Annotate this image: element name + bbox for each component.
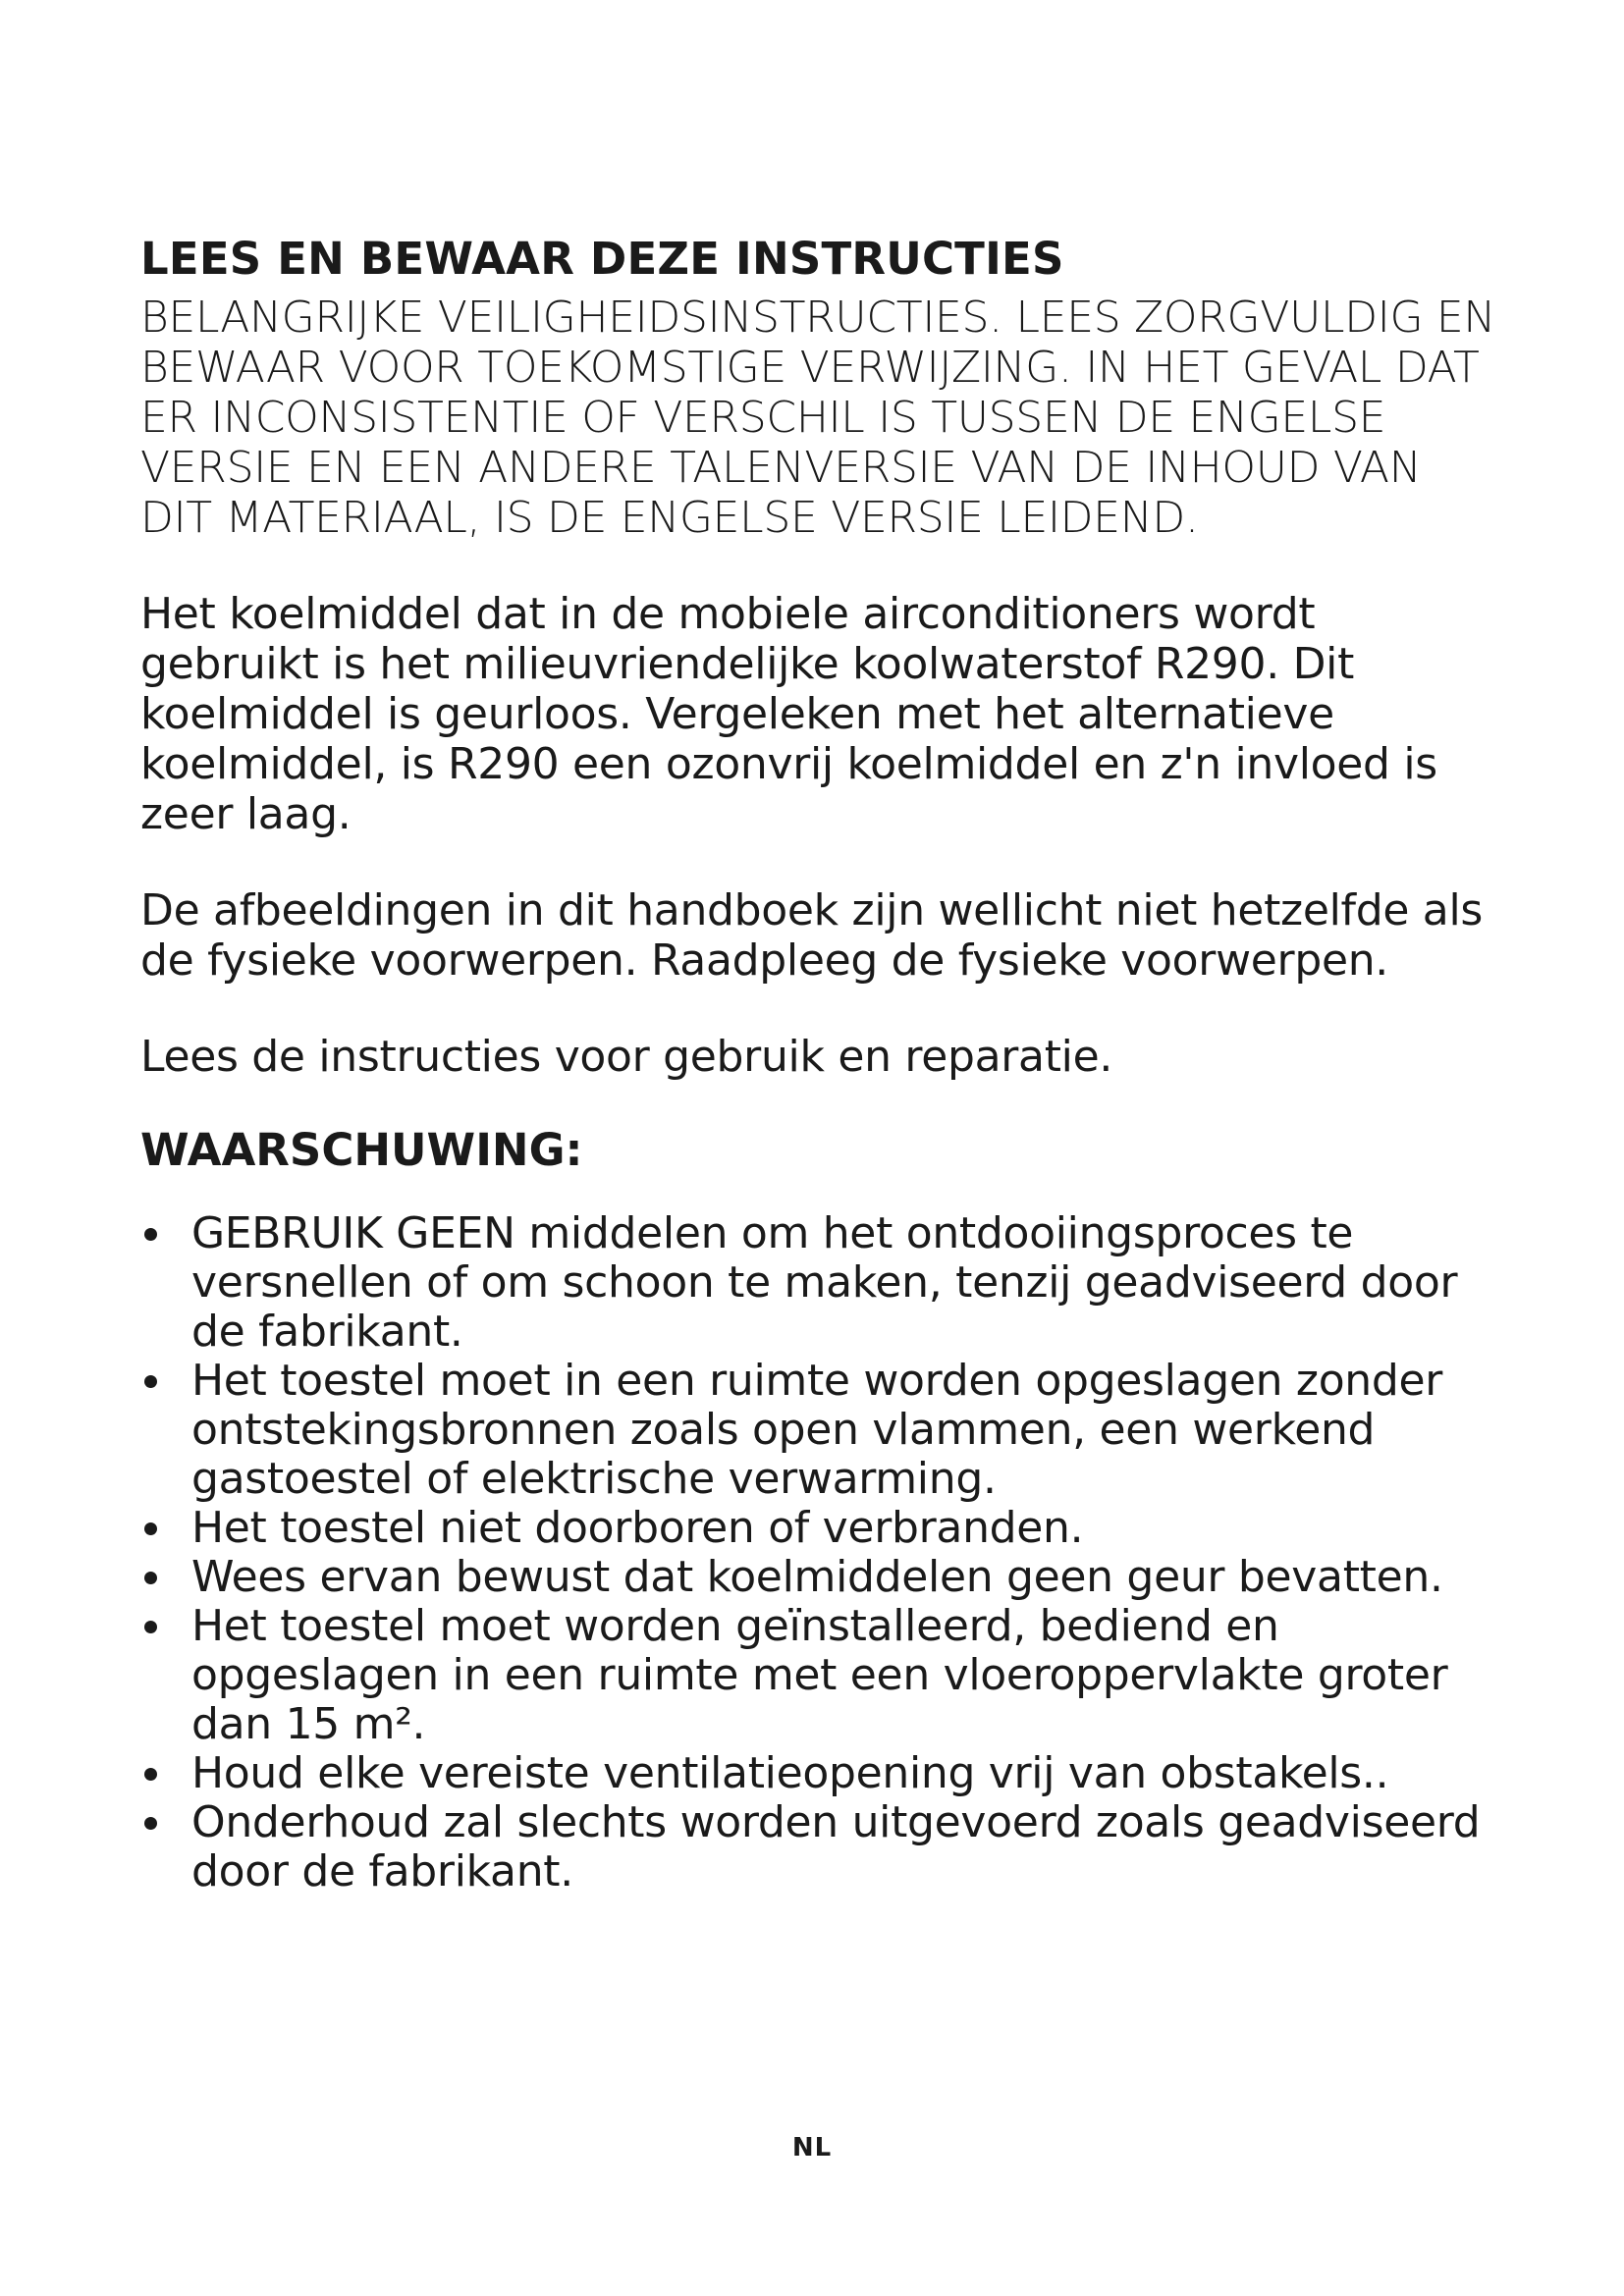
list-item <box>140 1798 1505 1896</box>
bullet-icon <box>144 1572 157 1584</box>
list-item-text: Houd elke vereiste ventilatieopening vrij van obstakels.. <box>191 1748 1389 1798</box>
list-item-text: Het toestel niet doorboren of verbranden. <box>191 1503 1084 1553</box>
page-language-code: NL <box>791 2133 833 2163</box>
list-item <box>140 1357 1505 1504</box>
bullet-icon <box>144 1768 157 1781</box>
paragraph-refrigerant: Het koelmiddel dat in de mobiele airconditioners wordt gebruikt is het milieuvriendelijke koolwaterstof R290. Dit koelmiddel is geurloos. Vergeleken met het alternatieve koelmiddel, is R290 een ozonvrij koelmiddel en z'n invloed is zeer laag. <box>140 589 1437 839</box>
list-item-text: Het toestel moet worden geïnstalleerd, bediend en opgeslagen in een ruimte met een vloeroppervlakte groter dan 15 m². <box>191 1601 1448 1749</box>
warning-list <box>140 1209 1505 1896</box>
list-item <box>140 1602 1505 1749</box>
list-item <box>140 1209 1505 1357</box>
list-item-text: Onderhoud zal slechts worden uitgevoerd zoals geadviseerd door de fabrikant. <box>191 1797 1481 1896</box>
document-page <box>140 232 1505 1896</box>
list-item-text: GEBRUIK GEEN middelen om het ontdooiingsproces te versnellen of om schoon te maken, tenzij geadviseerd door de fabrikant. <box>191 1208 1458 1357</box>
bullet-icon <box>144 1522 157 1535</box>
bullet-icon <box>144 1375 157 1388</box>
safety-notice: BELANGRIJKE VEILIGHEIDSINSTRUCTIES. LEES ZORGVULDIG EN BEWAAR VOOR TOEKOMSTIGE VERWIJZING. IN HET GEVAL DAT ER INCONSISTENTIE OF VERSCHIL IS TUSSEN DE ENGELSE VERSIE EN EEN ANDERE TALENVERSIE VAN DE INHOUD VAN DIT MATERIAAL, IS DE ENGELSE VERSIE LEIDEND. <box>140 293 1496 543</box>
page-heading: LEES EN BEWAAR DEZE INSTRUCTIES <box>140 233 1064 285</box>
paragraph-images: De afbeeldingen in dit handboek zijn wellicht niet hetzelfde als de fysieke voorwerpen. Raadpleeg de fysieke voorwerpen. <box>140 885 1484 986</box>
bullet-icon <box>144 1228 157 1241</box>
warning-title: WAARSCHUWING: <box>140 1124 583 1176</box>
bullet-icon <box>144 1817 157 1830</box>
bullet-icon <box>144 1621 157 1633</box>
list-item <box>140 1553 1505 1602</box>
list-item-text: Het toestel moet in een ruimte worden opgeslagen zonder ontstekingsbronnen zoals open vlammen, een werkend gastoestel of elektrische verwarming. <box>191 1356 1443 1504</box>
list-item <box>140 1749 1505 1798</box>
paragraph-read-instructions: Lees de instructies voor gebruik en reparatie. <box>140 1032 1113 1082</box>
list-item-text: Wees ervan bewust dat koelmiddelen geen geur bevatten. <box>191 1552 1443 1602</box>
list-item <box>140 1504 1505 1553</box>
